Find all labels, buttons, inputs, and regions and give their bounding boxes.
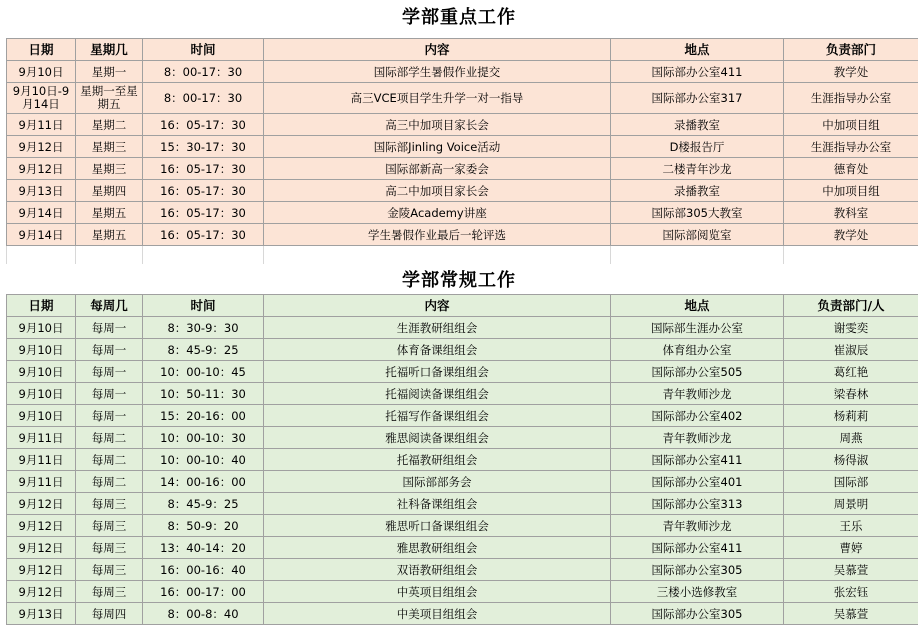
table-row <box>7 224 918 246</box>
cell-location[interactable]: 国际部阅览室 <box>611 224 784 246</box>
cell-person[interactable]: 葛红艳 <box>784 361 918 383</box>
table-row <box>7 405 918 427</box>
header-location[interactable]: 地点 <box>611 39 784 61</box>
cell-date[interactable]: 9月10日-9月14日 <box>7 83 76 114</box>
cell-person[interactable]: 王乐 <box>784 515 918 537</box>
cell-date[interactable]: 9月10日 <box>7 383 76 405</box>
cell-content[interactable]: 雅思阅读备课组组会 <box>264 427 611 449</box>
cell-person[interactable]: 张宏钰 <box>784 581 918 603</box>
cell-content[interactable]: 学生暑假作业最后一轮评选 <box>264 224 611 246</box>
cell-time[interactable]: 8：00-17：30 <box>143 61 264 83</box>
cell-date[interactable]: 9月12日 <box>7 581 76 603</box>
cell-weekday[interactable]: 每周一 <box>76 405 143 427</box>
header-time[interactable]: 时间 <box>143 295 264 317</box>
cell-date[interactable]: 9月10日 <box>7 405 76 427</box>
cell-department[interactable]: 教学处 <box>784 224 918 246</box>
cell-department[interactable]: 生涯指导办公室 <box>784 83 918 114</box>
cell-location[interactable]: 青年教师沙龙 <box>611 383 784 405</box>
cell-time[interactable]: 8：45-9：25 <box>143 339 264 361</box>
cell-time[interactable]: 14：00-16：00 <box>143 471 264 493</box>
cell-content[interactable]: 雅思教研组组会 <box>264 537 611 559</box>
cell-date[interactable]: 9月11日 <box>7 471 76 493</box>
cell-person[interactable]: 国际部 <box>784 471 918 493</box>
header-weekly-day[interactable]: 每周几 <box>76 295 143 317</box>
cell-person[interactable]: 周燕 <box>784 427 918 449</box>
cell-weekday[interactable]: 星期二 <box>76 114 143 136</box>
cell-content[interactable]: 雅思听口备课组组会 <box>264 515 611 537</box>
cell-content[interactable]: 高二中加项目家长会 <box>264 180 611 202</box>
table-row <box>7 537 918 559</box>
cell-weekday[interactable]: 每周四 <box>76 603 143 625</box>
table-header-row <box>7 295 918 317</box>
header-department[interactable]: 负责部门 <box>784 39 918 61</box>
cell-content[interactable]: 双语教研组组会 <box>264 559 611 581</box>
cell-time[interactable]: 10：00-10：30 <box>143 427 264 449</box>
cell-time[interactable]: 8：45-9：25 <box>143 493 264 515</box>
cell-content[interactable]: 国际部新高一家委会 <box>264 158 611 180</box>
cell-date[interactable]: 9月13日 <box>7 603 76 625</box>
table-row <box>7 493 918 515</box>
cell-content[interactable]: 生涯教研组组会 <box>264 317 611 339</box>
cell-location[interactable]: 青年教师沙龙 <box>611 515 784 537</box>
cell-weekday[interactable]: 星期四 <box>76 180 143 202</box>
cell-time[interactable]: 8：50-9：20 <box>143 515 264 537</box>
cell-weekday[interactable]: 每周三 <box>76 581 143 603</box>
cell-date[interactable]: 9月12日 <box>7 515 76 537</box>
cell-weekday[interactable]: 每周二 <box>76 427 143 449</box>
table-row <box>7 83 918 114</box>
header-content[interactable]: 内容 <box>264 39 611 61</box>
cell-content[interactable]: 社科备课组组会 <box>264 493 611 515</box>
cell-date[interactable]: 9月12日 <box>7 493 76 515</box>
key-work-table <box>6 38 918 268</box>
cell-person[interactable]: 杨得淑 <box>784 449 918 471</box>
cell-content[interactable]: 高三VCE项目学生升学一对一指导 <box>264 83 611 114</box>
cell-date[interactable]: 9月14日 <box>7 224 76 246</box>
cell-date[interactable]: 9月10日 <box>7 339 76 361</box>
cell-time[interactable]: 15：30-17：30 <box>143 136 264 158</box>
cell-date[interactable]: 9月11日 <box>7 427 76 449</box>
table-row <box>7 114 918 136</box>
cell-location[interactable]: 国际部办公室305 <box>611 559 784 581</box>
table-row <box>7 61 918 83</box>
table-row <box>7 180 918 202</box>
cell-time[interactable]: 8：00-8：40 <box>143 603 264 625</box>
cell-department[interactable]: 中加项目组 <box>784 114 918 136</box>
cell-content[interactable]: 高三中加项目家长会 <box>264 114 611 136</box>
cell-weekday[interactable]: 星期五 <box>76 224 143 246</box>
cell-content[interactable]: 中英项目组组会 <box>264 581 611 603</box>
cell-content[interactable]: 托福听口备课组组会 <box>264 361 611 383</box>
cell-content[interactable]: 中美项目组组会 <box>264 603 611 625</box>
cell-weekday[interactable]: 星期三 <box>76 158 143 180</box>
cell-person[interactable]: 杨莉莉 <box>784 405 918 427</box>
cell-time[interactable]: 15：20-16：00 <box>143 405 264 427</box>
cell-person[interactable]: 梁春林 <box>784 383 918 405</box>
cell-location[interactable]: 国际部办公室305 <box>611 603 784 625</box>
cell-date[interactable]: 9月13日 <box>7 180 76 202</box>
table-row <box>7 515 918 537</box>
cell-weekday[interactable]: 每周二 <box>76 471 143 493</box>
cell-date[interactable]: 9月12日 <box>7 136 76 158</box>
cell-weekday[interactable]: 每周三 <box>76 493 143 515</box>
cell-weekday[interactable]: 每周二 <box>76 449 143 471</box>
cell-department[interactable]: 中加项目组 <box>784 180 918 202</box>
cell-weekday[interactable]: 星期三 <box>76 136 143 158</box>
cell-location[interactable]: 国际部办公室411 <box>611 449 784 471</box>
table-row <box>7 427 918 449</box>
cell-location[interactable]: 录播教室 <box>611 114 784 136</box>
cell-location[interactable]: 国际部办公室317 <box>611 83 784 114</box>
cell-date[interactable]: 9月10日 <box>7 61 76 83</box>
cell-time[interactable]: 10：00-10：45 <box>143 361 264 383</box>
table-row <box>7 339 918 361</box>
cell-time[interactable]: 16：05-17：30 <box>143 202 264 224</box>
cell-weekday[interactable]: 每周一 <box>76 317 143 339</box>
header-content[interactable]: 内容 <box>264 295 611 317</box>
cell-time[interactable]: 8：30-9：30 <box>143 317 264 339</box>
cell-person[interactable]: 吴慕萱 <box>784 603 918 625</box>
cell-department[interactable]: 教科室 <box>784 202 918 224</box>
cell-date[interactable]: 9月12日 <box>7 537 76 559</box>
cell-weekday[interactable]: 每周一 <box>76 361 143 383</box>
table-row <box>7 581 918 603</box>
cell-weekday[interactable]: 每周三 <box>76 559 143 581</box>
table-row <box>7 317 918 339</box>
cell-location[interactable]: 国际部生涯办公室 <box>611 317 784 339</box>
cell-weekday[interactable]: 每周三 <box>76 537 143 559</box>
cell-weekday[interactable]: 每周三 <box>76 515 143 537</box>
cell-time[interactable]: 16：00-17：00 <box>143 581 264 603</box>
cell-location[interactable]: 三楼小选修教室 <box>611 581 784 603</box>
cell-date[interactable]: 9月14日 <box>7 202 76 224</box>
cell-content[interactable]: 托福写作备课组组会 <box>264 405 611 427</box>
cell-location[interactable]: 国际部办公室313 <box>611 493 784 515</box>
cell-time[interactable]: 8：00-17：30 <box>143 83 264 114</box>
cell-date[interactable]: 9月10日 <box>7 361 76 383</box>
header-date[interactable]: 日期 <box>7 295 76 317</box>
table-row <box>7 136 918 158</box>
cell-time[interactable]: 16：05-17：30 <box>143 180 264 202</box>
cell-date[interactable]: 9月12日 <box>7 158 76 180</box>
cell-person[interactable]: 崔淑辰 <box>784 339 918 361</box>
cell-location[interactable]: 国际部办公室411 <box>611 61 784 83</box>
table-row <box>7 449 918 471</box>
header-date[interactable]: 日期 <box>7 39 76 61</box>
cell-content[interactable]: 金陵Academy讲座 <box>264 202 611 224</box>
cell-weekday[interactable]: 星期一 <box>76 61 143 83</box>
header-weekday[interactable]: 星期几 <box>76 39 143 61</box>
cell-person[interactable]: 吴慕萱 <box>784 559 918 581</box>
cell-location[interactable]: 国际部305大教室 <box>611 202 784 224</box>
cell-location[interactable]: 二楼青年沙龙 <box>611 158 784 180</box>
cell-weekday[interactable]: 星期五 <box>76 202 143 224</box>
cell-time[interactable]: 10：50-11：30 <box>143 383 264 405</box>
section1-title: 学部重点工作 <box>0 0 918 38</box>
cell-person[interactable]: 周景明 <box>784 493 918 515</box>
cell-department[interactable]: 德育处 <box>784 158 918 180</box>
cell-location[interactable]: 国际部办公室505 <box>611 361 784 383</box>
table-row <box>7 202 918 224</box>
cell-date[interactable]: 9月11日 <box>7 449 76 471</box>
header-location[interactable]: 地点 <box>611 295 784 317</box>
table-row <box>7 383 918 405</box>
cell-department[interactable]: 教学处 <box>784 61 918 83</box>
cell-location[interactable]: 录播教室 <box>611 180 784 202</box>
cell-content[interactable]: 托福阅读备课组组会 <box>264 383 611 405</box>
table-row <box>7 158 918 180</box>
table-row <box>7 559 918 581</box>
cell-content[interactable]: 国际部部务会 <box>264 471 611 493</box>
cell-date[interactable]: 9月11日 <box>7 114 76 136</box>
section2-title: 学部常规工作 <box>0 264 918 294</box>
table-row <box>7 361 918 383</box>
cell-time[interactable]: 16：05-17：30 <box>143 114 264 136</box>
cell-content[interactable]: 国际部学生暑假作业提交 <box>264 61 611 83</box>
table-row <box>7 471 918 493</box>
cell-weekday[interactable]: 每周一 <box>76 383 143 405</box>
cell-time[interactable]: 16：05-17：30 <box>143 158 264 180</box>
cell-location[interactable]: 国际部办公室402 <box>611 405 784 427</box>
cell-weekday[interactable]: 每周一 <box>76 339 143 361</box>
cell-time[interactable]: 16：00-16：40 <box>143 559 264 581</box>
cell-content[interactable]: 体育备课组组会 <box>264 339 611 361</box>
cell-weekday[interactable]: 星期一至星期五 <box>76 83 143 114</box>
cell-date[interactable]: 9月12日 <box>7 559 76 581</box>
cell-content[interactable]: 托福教研组组会 <box>264 449 611 471</box>
routine-work-table <box>6 294 918 625</box>
header-time[interactable]: 时间 <box>143 39 264 61</box>
cell-department[interactable]: 生涯指导办公室 <box>784 136 918 158</box>
cell-location[interactable]: 青年教师沙龙 <box>611 427 784 449</box>
cell-time[interactable]: 13：40-14：20 <box>143 537 264 559</box>
cell-location[interactable]: 体育组办公室 <box>611 339 784 361</box>
cell-location[interactable]: 国际部办公室401 <box>611 471 784 493</box>
table-header-row <box>7 39 918 61</box>
cell-time[interactable]: 10：00-10：40 <box>143 449 264 471</box>
cell-date[interactable]: 9月10日 <box>7 317 76 339</box>
cell-location[interactable]: 国际部办公室411 <box>611 537 784 559</box>
cell-content[interactable]: 国际部Jinling Voice活动 <box>264 136 611 158</box>
header-department-person[interactable]: 负责部门/人 <box>784 295 918 317</box>
cell-person[interactable]: 谢雯奕 <box>784 317 918 339</box>
cell-location[interactable]: D楼报告厅 <box>611 136 784 158</box>
cell-time[interactable]: 16：05-17：30 <box>143 224 264 246</box>
cell-person[interactable]: 曹婷 <box>784 537 918 559</box>
